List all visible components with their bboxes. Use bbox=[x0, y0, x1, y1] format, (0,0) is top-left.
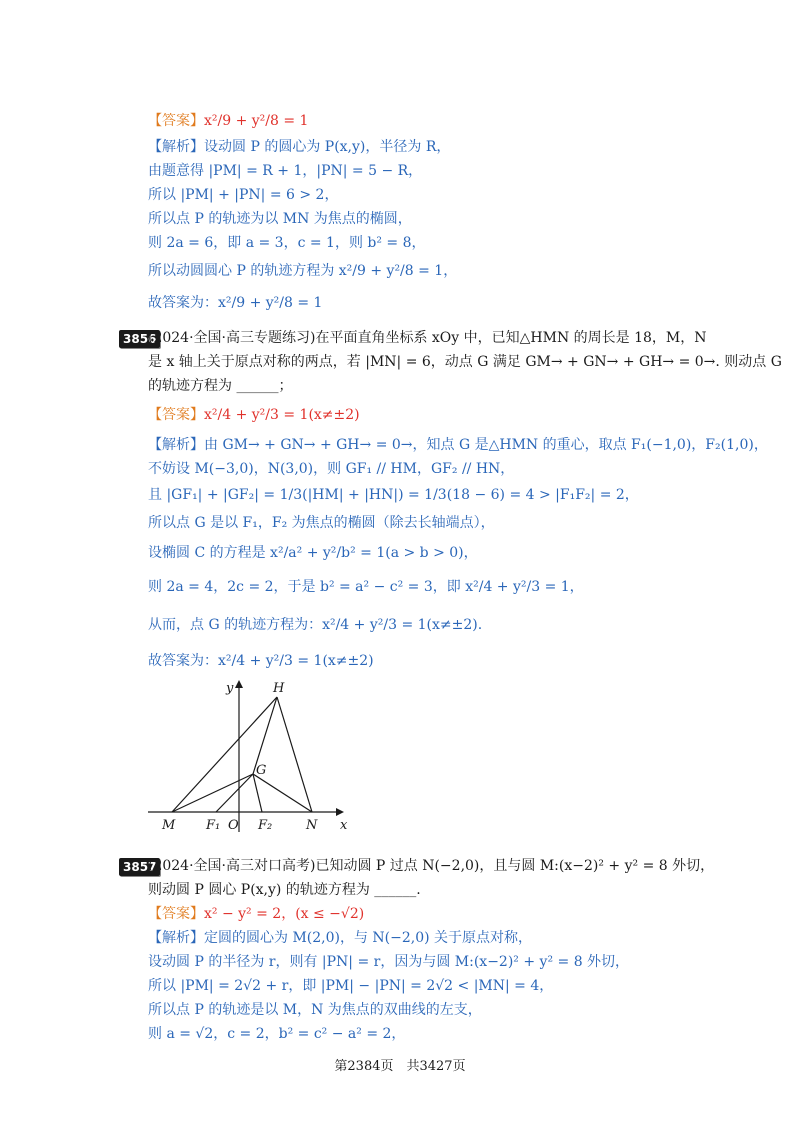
label-y: y bbox=[226, 681, 234, 696]
analysis-line: 【解析】定圆的圆心为 M(2,0)，与 N(−2,0) 关于原点对称， bbox=[148, 930, 533, 946]
label-x: x bbox=[340, 818, 348, 833]
analysis-line: 所以动圆圆心 P 的轨迹方程为 x²/9 + y²/8 = 1， bbox=[148, 263, 458, 279]
question-number: 3856 bbox=[119, 330, 160, 348]
x-axis-arrow bbox=[336, 808, 344, 816]
label-F2: F₂ bbox=[258, 818, 273, 833]
analysis-line: 所以点 P 的轨迹为以 MN 为焦点的椭圆， bbox=[148, 211, 412, 227]
segment-GF2 bbox=[253, 774, 262, 812]
answer-text: x²/9 + y²/8 = 1 bbox=[204, 113, 309, 129]
question-line: 的轨迹方程为 ______； bbox=[148, 378, 293, 394]
analysis-line: 从而，点 G 的轨迹方程为：x²/4 + y²/3 = 1(x≠±2). bbox=[148, 617, 483, 633]
y-axis-arrow bbox=[235, 680, 243, 688]
label-H: H bbox=[273, 681, 285, 696]
triangle-figure bbox=[140, 672, 370, 842]
answer-line-2 bbox=[148, 406, 360, 424]
question-line: 则动圆 P 圆心 P(x,y) 的轨迹方程为 ______. bbox=[148, 882, 421, 898]
analysis-line: 所以 |PM| + |PN| = 6 > 2， bbox=[148, 187, 339, 203]
analysis-line: 【解析】设动圆 P 的圆心为 P(x,y)，半径为 R， bbox=[148, 139, 451, 155]
label-O: O bbox=[228, 818, 239, 833]
label-N: N bbox=[306, 818, 318, 833]
segment-GF1 bbox=[216, 774, 253, 812]
analysis-line: 则 2a = 4，2c = 2，于是 b² = a² − c² = 3，即 x²/4 + y²/3 = 1， bbox=[148, 579, 584, 595]
label-M: M bbox=[162, 818, 176, 833]
answer-line-3 bbox=[148, 905, 364, 923]
page-footer: 第2384页 共3427页 bbox=[334, 1059, 466, 1074]
segment-MG bbox=[172, 774, 253, 812]
analysis-line: 则 a = √2，c = 2，b² = c² − a² = 2， bbox=[148, 1026, 406, 1042]
answer-text: x² − y² = 2，(x ≤ −√2) bbox=[204, 906, 365, 922]
answer-line-1 bbox=[148, 112, 308, 130]
analysis-line: 设椭圆 C 的方程是 x²/a² + y²/b² = 1(a > b > 0)， bbox=[148, 545, 478, 561]
segment-GN bbox=[253, 774, 312, 812]
analysis-line: 所以点 P 的轨迹是以 M，N 为焦点的双曲线的左支， bbox=[148, 1002, 482, 1018]
label-F1: F₁ bbox=[206, 818, 221, 833]
analysis-line: 所以 |PM| = 2√2 + r，即 |PM| − |PN| = 2√2 < |MN| = 4， bbox=[148, 978, 554, 994]
analysis-line: 设动圆 P 的半径为 r，则有 |PN| = r，因为与圆 M:(x−2)² + y² = 8 外切， bbox=[148, 954, 630, 970]
answer-tag: 【答案】 bbox=[148, 113, 204, 129]
analysis-line: 不妨设 M(−3,0)，N(3,0)，则 GF₁ // HM，GF₂ // HN， bbox=[148, 461, 515, 477]
question-number: 3857 bbox=[119, 858, 160, 876]
analysis-line: 【解析】由 GM→ + GN→ + GH→ = 0→，知点 G 是△HMN 的重心，取点 F₁(−1,0)，F₂(1,0)， bbox=[148, 437, 768, 453]
analysis-line: 故答案为：x²/4 + y²/3 = 1(x≠±2) bbox=[148, 653, 374, 669]
segment-MH bbox=[172, 697, 277, 812]
label-G: G bbox=[256, 763, 267, 778]
analysis-line: 且 |GF₁| + |GF₂| = 1/3(|HM| + |HN|) = 1/3(18 − 6) = 4 > |F₁F₂| = 2， bbox=[148, 487, 639, 503]
analysis-line: 则 2a = 6，即 a = 3，c = 1，则 b² = 8， bbox=[148, 235, 426, 251]
answer-text: x²/4 + y²/3 = 1(x≠±2) bbox=[204, 407, 360, 423]
answer-tag: 【答案】 bbox=[148, 906, 204, 922]
analysis-line: 所以点 G 是以 F₁，F₂ 为焦点的椭圆（除去长轴端点）， bbox=[148, 515, 495, 531]
analysis-line: 由题意得 |PM| = R + 1，|PN| = 5 − R， bbox=[148, 163, 423, 179]
segment-HN bbox=[277, 697, 312, 812]
question-line: (2024·全国·高三专题练习)在平面直角坐标系 xOy 中，已知△HMN 的周长是 18，M，N bbox=[148, 330, 707, 346]
analysis-line: 故答案为：x²/9 + y²/8 = 1 bbox=[148, 295, 323, 311]
answer-tag: 【答案】 bbox=[148, 407, 204, 423]
question-line: (2024·全国·高三对口高考)已知动圆 P 过点 N(−2,0)，且与圆 M:(x−2)² + y² = 8 外切， bbox=[148, 858, 715, 874]
question-line: 是 x 轴上关于原点对称的两点，若 |MN| = 6，动点 G 满足 GM→ + GN→ + GH→ = 0→. 则动点 G bbox=[148, 354, 782, 370]
